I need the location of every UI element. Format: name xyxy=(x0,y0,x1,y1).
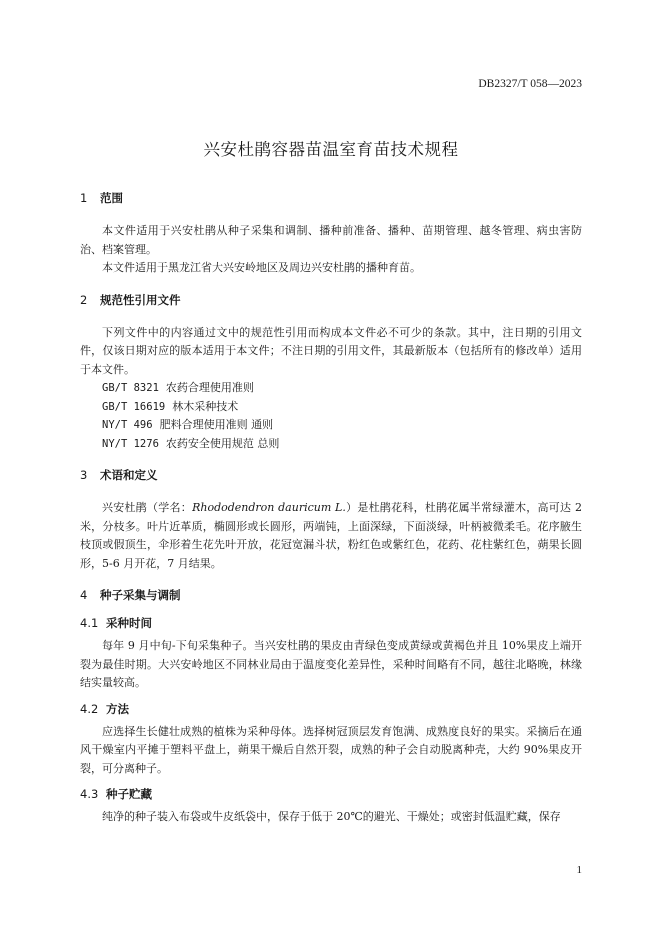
section-number: 3 xyxy=(80,468,88,482)
paragraph-definition xyxy=(80,499,582,573)
subsection-number: 4.1 xyxy=(80,616,99,630)
paragraph: 本文件适用于黑龙江省大兴安岭地区及周边兴安杜鹃的播种育苗。 xyxy=(102,261,421,274)
text-run: 兴安杜鹃（学名： xyxy=(102,501,193,514)
subsection-title: 采种时间 xyxy=(106,616,152,630)
reference-name: 农药合理使用准则 xyxy=(165,381,254,394)
section-number: 1 xyxy=(80,191,88,205)
section-title: 种子采集与调制 xyxy=(100,588,181,602)
reference-item xyxy=(80,416,582,435)
subsection-heading-collection-time xyxy=(80,615,582,631)
reference-item xyxy=(80,398,582,417)
document-code: DB2327/T 058—2023 xyxy=(478,78,582,90)
section-heading-terms-definitions xyxy=(80,467,582,483)
subsection-title: 方法 xyxy=(106,701,129,716)
page-number: 1 xyxy=(576,864,582,876)
section-number: 4 xyxy=(80,588,88,602)
reference-code: NY/T 496 xyxy=(102,419,153,431)
reference-code: GB/T 8321 xyxy=(102,382,159,394)
reference-item xyxy=(80,379,582,398)
section-title: 术语和定义 xyxy=(100,468,158,482)
reference-code: NY/T 1276 xyxy=(102,437,159,450)
subsection-heading-seed-storage xyxy=(80,786,582,802)
paragraph: 下列文件中的内容通过文中的规范性引用而构成本文件必不可少的条款。其中，注日期的引用文件，仅该日期对应的版本适用于本文件；不注日期的引用文件，其最新版本（包括所有的修改单）适用于本文件。 xyxy=(80,325,582,376)
text-run: ）是杜鹃花科，杜鹃花属半常绿灌木，高可达 2 米，分枝多。叶片近革质，椭圆形或长圆形，两端钝，上面深绿，下面淡绿，叶柄被微柔毛。花序腋生枝顶或假顶生，伞形着生花先叶开放，花冠宽漏斗状，粉红色或紫红色，花药、花柱紫红色，蒴果长圆形，5-6 月开花，7 月结果。 xyxy=(80,501,583,570)
section-heading-scope xyxy=(80,190,582,206)
paragraph: 每年 9 月中旬-下旬采集种子。当兴安杜鹃的果皮由青绿色变成黄绿或黄褐色并且 10%果皮上端开裂为最佳时期。大兴安岭地区不同林业局由于温度变化差异性，采种时间略有不同，越往北略晚，林缘结实量较高。 xyxy=(80,639,582,689)
reference-name: 林木采种技术 xyxy=(172,399,239,413)
reference-name: 肥料合理使用准则 通则 xyxy=(159,418,274,431)
latin-name: Rhododendron dauricum L. xyxy=(192,501,346,514)
section-title: 范围 xyxy=(100,191,123,205)
paragraph: 本文件适用于兴安杜鹃从种子采集和调制、播种前准备、播种、苗期管理、越冬管理、病虫害防治、档案管理。 xyxy=(80,224,582,256)
reference-name: 农药安全使用规范 总则 xyxy=(165,436,280,450)
subsection-number: 4.3 xyxy=(80,787,99,801)
section-heading-seed-collection xyxy=(80,587,582,603)
section-title: 规范性引用文件 xyxy=(100,292,181,307)
paragraph: 应选择生长健壮成熟的植株为采种母体。选择树冠顶层发育饱满、成熟度良好的果实。采摘后在通风干燥室内平摊于塑料平盘上，蒴果干燥后自然开裂，成熟的种子会自动脱离种壳，大约 90%果皮开裂，可分离种子。 xyxy=(80,724,582,775)
subsection-title: 种子贮藏 xyxy=(106,787,152,801)
reference-item xyxy=(80,435,582,454)
subsection-number: 4.2 xyxy=(80,701,99,716)
subsection-heading-method xyxy=(80,701,582,717)
section-heading-normative-references xyxy=(80,292,582,308)
document-body xyxy=(80,190,582,827)
paragraph: 纯净的种子装入布袋或牛皮纸袋中，保存于低于 20℃的避光、干燥处；或密封低温贮藏，保存 xyxy=(102,810,561,823)
section-number: 2 xyxy=(80,292,88,307)
document-title: 兴安杜鹃容器苗温室育苗技术规程 xyxy=(203,140,459,159)
reference-code: GB/T 16619 xyxy=(102,400,166,413)
